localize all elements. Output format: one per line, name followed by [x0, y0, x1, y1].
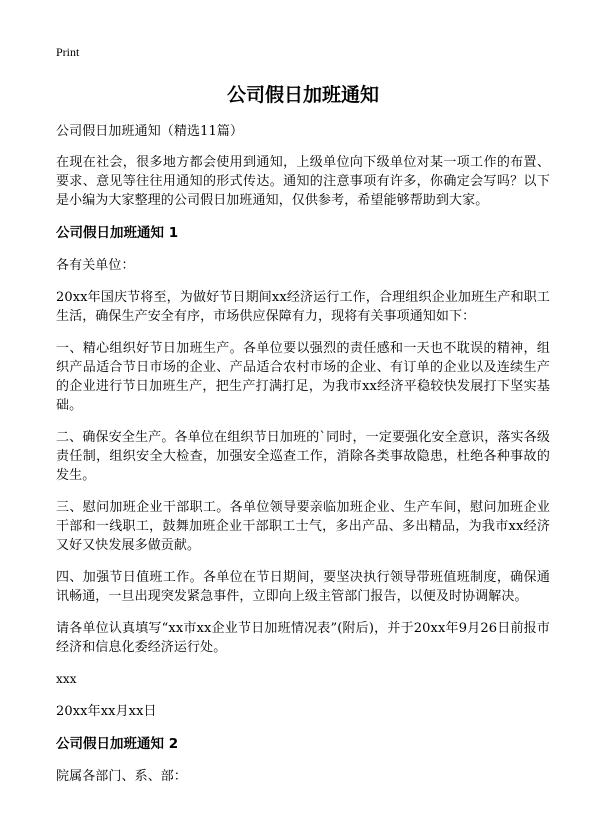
body-paragraph: 四、加强节日值班工作。各单位在节日期间，要坚决执行领导带班值班制度，确保通讯畅通，一旦出现突发紧急事件，立即向上级主管部门报告，以便及时协调解决。 [56, 570, 550, 604]
print-label: Print [56, 45, 80, 59]
intro-paragraph: 在现在社会，很多地方都会使用到通知，上级单位向下级单位对某一项工作的布置、要求、意见等往往用通知的形式传达。通知的注意事项有许多，你确定会写吗？以下是小编为大家整理的公司假日加班通知，仅供参考，希望能够帮助到大家。 [56, 155, 550, 208]
document-subtitle: 公司假日加班通知（精选11篇） [56, 124, 244, 139]
salutation-1: 各有关单位： [56, 258, 135, 273]
body-paragraph: 请各单位认真填写“xx市xx企业节日加班情况表”(附后)，并于20xx年9月26日前报市经济和信息化委经济运行处。 [56, 621, 550, 655]
salutation-2: 院属各部门、系、部： [56, 769, 188, 784]
body-paragraph: 二、确保安全生产。各单位在组织节日加班的`同时，一定要强化安全意识，落实各级责任制，组织安全大检查，加强安全巡查工作，消除各类事故隐患，杜绝各种事故的发生。 [56, 430, 550, 483]
body-paragraph: 20xx年国庆节将至，为做好节日期间xx经济运行工作，合理组织企业加班生产和职工生活，确保生产安全有序，市场供应保障有力，现将有关事项通知如下： [56, 290, 550, 324]
signature: xxx [56, 672, 77, 686]
document-title: 公司假日加班通知 [226, 84, 379, 106]
body-paragraph: 三、慰问加班企业干部职工。各单位领导要亲临加班企业、生产车间，慰问加班企业干部和一线职工，鼓舞加班企业干部职工士气，多出产品、多出精品，为我市xx经济又好又快发展多做贡献。 [56, 500, 550, 553]
section-heading-1: 公司假日加班通知 1 [56, 225, 179, 241]
date-line: 20xx年xx月xx日 [56, 704, 157, 719]
body-paragraph: 一、精心组织好节日加班生产。各单位要以强烈的责任感和一天也不耽误的精神，组织产品适合节日市场的企业、产品适合农村市场的企业、有订单的企业以及连续生产的企业进行节日加班生产，把生产打满打足，为我市xx经济平稳较快发展打下坚实基础。 [56, 341, 550, 413]
section-heading-2: 公司假日加班通知 2 [56, 736, 179, 752]
